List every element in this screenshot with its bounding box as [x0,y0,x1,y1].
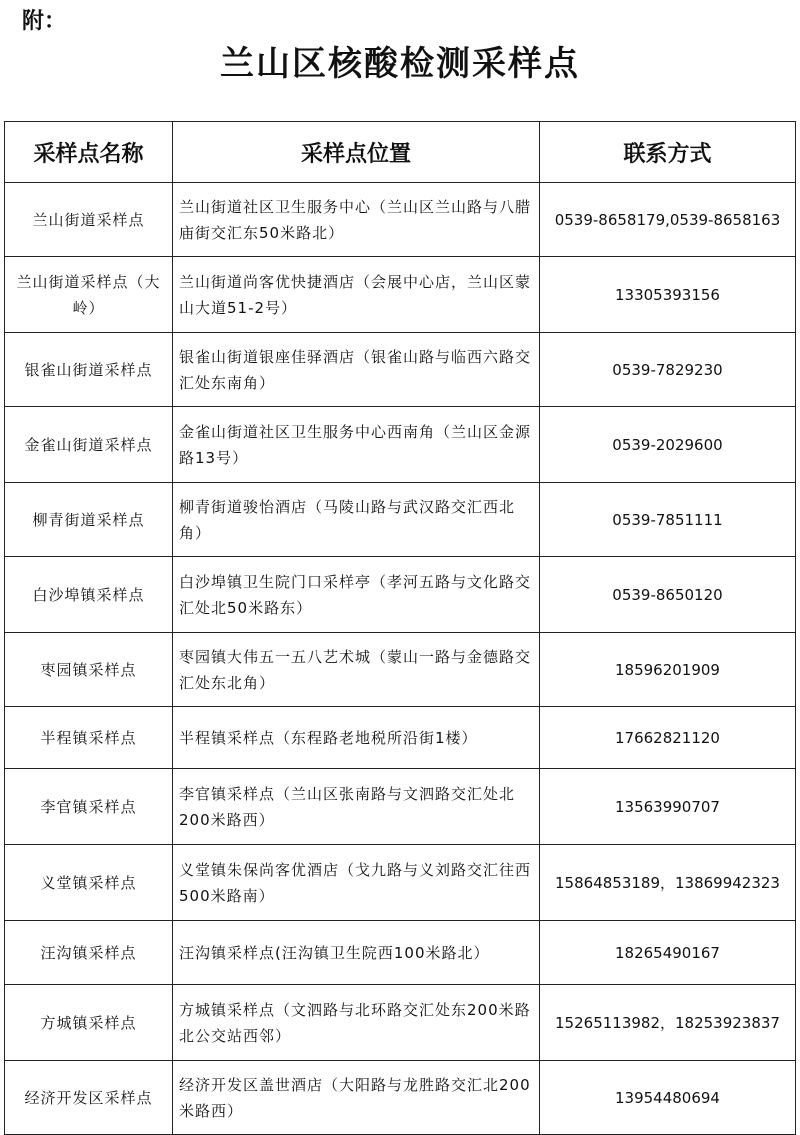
contact-cell: 17662821120 [540,707,796,769]
site-location-cell: 白沙埠镇卫生院门口采样亭（孝河五路与文化路交汇处北50米路东） [173,557,540,633]
table-row [5,407,796,483]
table-row [5,1061,796,1135]
site-name-cell: 半程镇采样点 [5,707,173,769]
table-row [5,707,796,769]
site-location-cell: 经济开发区盖世酒店（大阳路与龙胜路交汇北200米路西） [173,1061,540,1135]
site-location-cell: 李官镇采样点（兰山区张南路与文泗路交汇处北200米路西） [173,769,540,845]
site-name-cell: 白沙埠镇采样点 [5,557,173,633]
table-row [5,985,796,1061]
site-name-cell: 银雀山街道采样点 [5,333,173,407]
site-name-cell: 方城镇采样点 [5,985,173,1061]
site-name-cell: 柳青街道采样点 [5,483,173,557]
contact-cell: 15864853189，13869942323 [540,845,796,921]
table-row [5,921,796,985]
site-name-cell: 金雀山街道采样点 [5,407,173,483]
contact-cell: 13305393156 [540,257,796,333]
site-location-cell: 汪沟镇采样点(汪沟镇卫生院西100米路北） [173,921,540,985]
site-location-cell: 柳青街道骏怡酒店（马陵山路与武汉路交汇西北角） [173,483,540,557]
contact-cell: 18265490167 [540,921,796,985]
table-row [5,257,796,333]
site-name-cell: 李官镇采样点 [5,769,173,845]
site-location-cell: 兰山街道尚客优快捷酒店（会展中心店，兰山区蒙山大道51-2号） [173,257,540,333]
contact-cell: 0539-8650120 [540,557,796,633]
site-location-cell: 金雀山街道社区卫生服务中心西南角（兰山区金源路13号） [173,407,540,483]
contact-cell: 13954480694 [540,1061,796,1135]
contact-cell: 18596201909 [540,633,796,707]
table-row [5,483,796,557]
contact-cell: 0539-8658179,0539-8658163 [540,183,796,257]
sampling-sites-table [4,121,796,1135]
site-location-cell: 银雀山街道银座佳驿酒店（银雀山路与临西六路交汇处东南角） [173,333,540,407]
site-name-cell: 经济开发区采样点 [5,1061,173,1135]
annex-label: 附： [22,9,67,34]
table-row [5,633,796,707]
table-row [5,769,796,845]
site-location-cell: 兰山街道社区卫生服务中心（兰山区兰山路与八腊庙街交汇东50米路北） [173,183,540,257]
site-location-cell: 义堂镇朱保尚客优酒店（戈九路与义刘路交汇往西500米路南） [173,845,540,921]
contact-cell: 0539-7829230 [540,333,796,407]
site-location-cell: 方城镇采样点（文泗路与北环路交汇处东200米路北公交站西邻） [173,985,540,1061]
header-contact: 联系方式 [540,122,796,183]
table-row [5,183,796,257]
contact-cell: 15265113982，18253923837 [540,985,796,1061]
site-name-cell: 兰山街道采样点（大岭） [5,257,173,333]
table-row [5,333,796,407]
header-site-location: 采样点位置 [173,122,540,183]
site-location-cell: 半程镇采样点（东程路老地税所沿街1楼） [173,707,540,769]
contact-cell: 13563990707 [540,769,796,845]
site-location-cell: 枣园镇大伟五一五八艺术城（蒙山一路与金德路交汇处东北角） [173,633,540,707]
site-name-cell: 义堂镇采样点 [5,845,173,921]
table-header-row [5,122,796,183]
table-row [5,557,796,633]
contact-cell: 0539-2029600 [540,407,796,483]
table-row [5,845,796,921]
header-site-name: 采样点名称 [5,122,173,183]
contact-cell: 0539-7851111 [540,483,796,557]
site-name-cell: 兰山街道采样点 [5,183,173,257]
site-name-cell: 汪沟镇采样点 [5,921,173,985]
site-name-cell: 枣园镇采样点 [5,633,173,707]
page-title: 兰山区核酸检测采样点 [220,44,580,84]
